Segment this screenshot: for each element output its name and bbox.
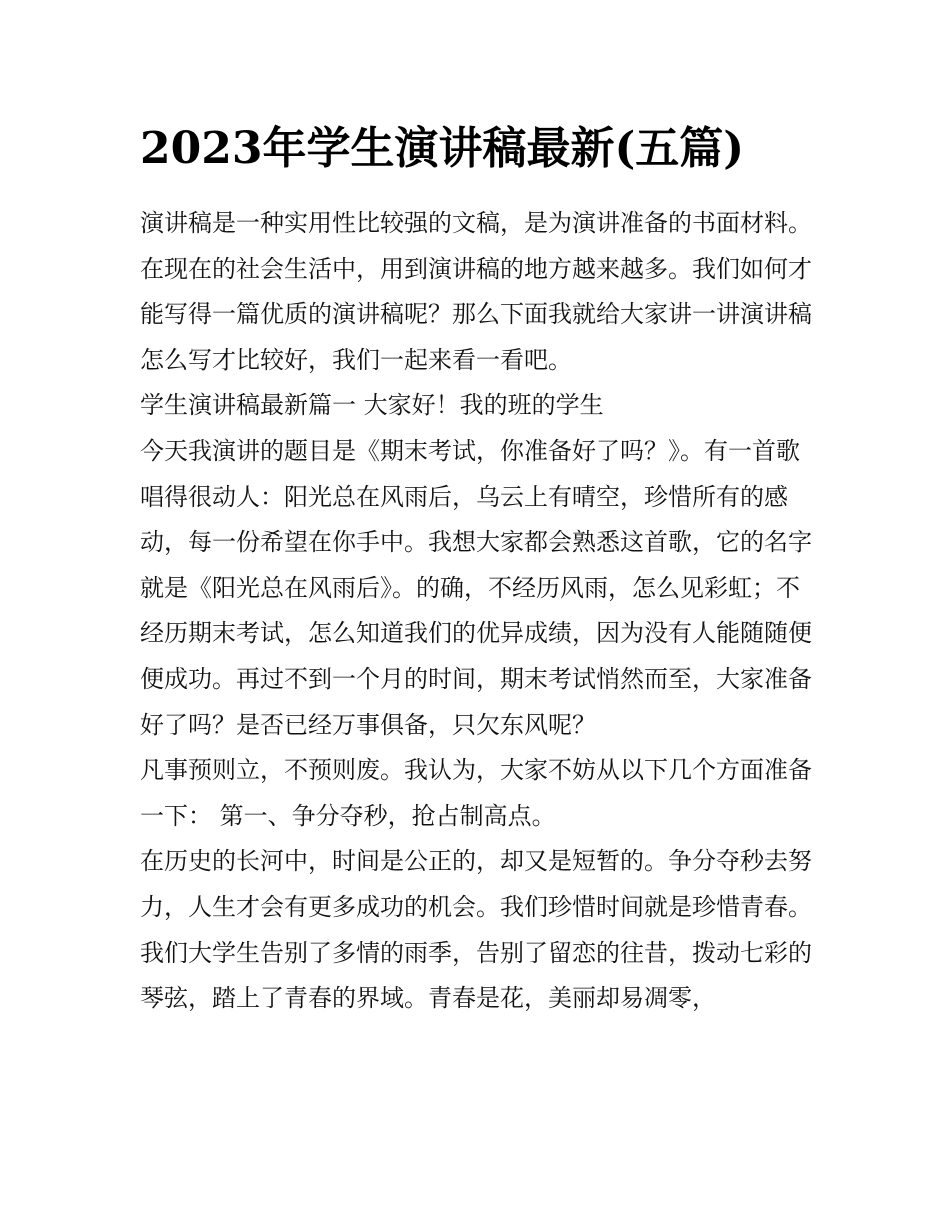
time-paragraph: 在历史的长河中，时间是公正的，却又是短暂的。争分夺秒去努力，人生才会有更多成功的机会。我们珍惜时间就是珍惜青春。我们大学生告别了多情的雨季，告别了留恋的往昔，拨动七彩的琴弦，踏上了青春的界域。青春是花，美丽却易凋零， [140,847,812,1013]
section-heading-paragraph: 学生演讲稿最新篇一 大家好！我的班的学生 [140,391,604,420]
intro-paragraph: 演讲稿是一种实用性比较强的文稿，是为演讲准备的书面材料。在现在的社会生活中，用到演讲稿的地方越来越多。我们如何才能写得一篇优质的演讲稿呢？那么下面我就给大家讲一讲演讲稿怎么写才比较好，我们一起来看一看吧。 [140,209,812,374]
document-title: 2023年学生演讲稿最新(五篇) [140,123,745,174]
document-body [140,201,815,1022]
preparation-paragraph: 凡事预则立，不预则废。我认为，大家不妨从以下几个方面准备一下： 第一、争分夺秒，抢占制高点。 [140,756,812,830]
speech-topic-paragraph: 今天我演讲的题目是《期末考试，你准备好了吗？》。有一首歌唱得很动人：阳光总在风雨后，乌云上有晴空，珍惜所有的感动，每一份希望在你手中。我想大家都会熟悉这首歌，它的名字就是《阳光总在风雨后》。的确，不经历风雨，怎么见彩虹；不经历期末考试，怎么知道我们的优异成绩，因为没有人能随随便便成功。再过不到一个月的时间，期末考试悄然而至，大家准备好了吗？是否已经万事俱备，只欠东风呢？ [140,436,812,739]
